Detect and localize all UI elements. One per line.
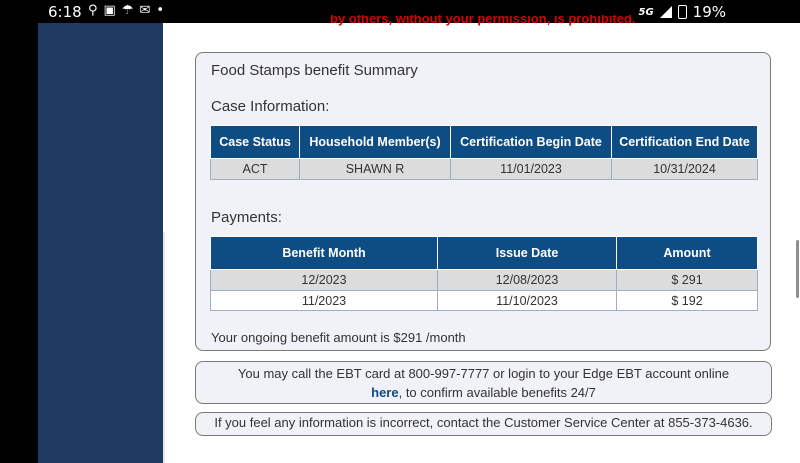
ongoing-benefit-text: Your ongoing benefit amount is $291 /month	[211, 330, 466, 345]
col-cert-begin: Certification Begin Date	[451, 126, 612, 159]
table-row	[211, 159, 758, 180]
col-benefit-month: Benefit Month	[211, 237, 438, 270]
benefit-summary-panel	[195, 52, 771, 351]
contact-notice: If you feel any information is incorrect, contact the Customer Service Center at 855-373-4636.	[195, 412, 772, 436]
benefit-month-cell: 11/2023	[211, 291, 438, 311]
col-amount: Amount	[617, 237, 758, 270]
col-household: Household Member(s)	[300, 126, 451, 159]
signal-icon	[660, 6, 672, 18]
cert-begin-cell: 11/01/2023	[451, 159, 612, 180]
ebt-notice-text-end: , to confirm available benefits 24/7	[398, 385, 596, 400]
battery-icon	[678, 5, 687, 19]
facebook-icon: ▣	[103, 3, 122, 18]
table-header-row	[211, 237, 758, 270]
dot-icon: •	[156, 3, 171, 18]
beach-icon: ☂	[121, 3, 140, 18]
payments-heading: Payments:	[211, 209, 282, 226]
left-edge	[0, 23, 38, 463]
table-header-row	[211, 126, 758, 159]
benefit-month-cell: 12/2023	[211, 270, 438, 291]
table-row	[211, 291, 758, 311]
warning-text: by others, without your permission, is prohibited.	[330, 15, 636, 26]
gmail-icon: ✉	[139, 3, 157, 18]
issue-date-cell: 12/08/2023	[438, 270, 617, 291]
person-add-icon: ⚲	[88, 3, 104, 18]
case-status-cell: ACT	[211, 159, 300, 180]
col-case-status: Case Status	[211, 126, 300, 159]
panel-title: Food Stamps benefit Summary	[211, 62, 418, 79]
cert-end-cell: 10/31/2024	[612, 159, 758, 180]
amount-cell: $ 192	[617, 291, 758, 311]
case-info-heading: Case Information:	[211, 98, 330, 115]
col-issue-date: Issue Date	[438, 237, 617, 270]
battery-percent: 19%	[692, 3, 726, 21]
divider	[163, 232, 165, 463]
status-time: 6:18	[48, 3, 82, 21]
ebt-notice-text: You may call the EBT card at 800-997-7777 or login to your Edge EBT account online	[237, 366, 730, 381]
household-cell: SHAWN R	[300, 159, 451, 180]
scrollbar[interactable]	[796, 240, 799, 298]
payments-table	[210, 236, 758, 311]
network-type: 5G	[638, 6, 654, 18]
notification-icons	[88, 3, 170, 18]
amount-cell: $ 291	[617, 270, 758, 291]
ebt-notice	[195, 361, 772, 404]
table-row	[211, 270, 758, 291]
sidebar-navy	[38, 23, 163, 463]
col-cert-end: Certification End Date	[612, 126, 758, 159]
issue-date-cell: 11/10/2023	[438, 291, 617, 311]
here-link[interactable]: here	[371, 385, 399, 400]
case-table	[210, 125, 758, 180]
status-right	[638, 3, 726, 21]
